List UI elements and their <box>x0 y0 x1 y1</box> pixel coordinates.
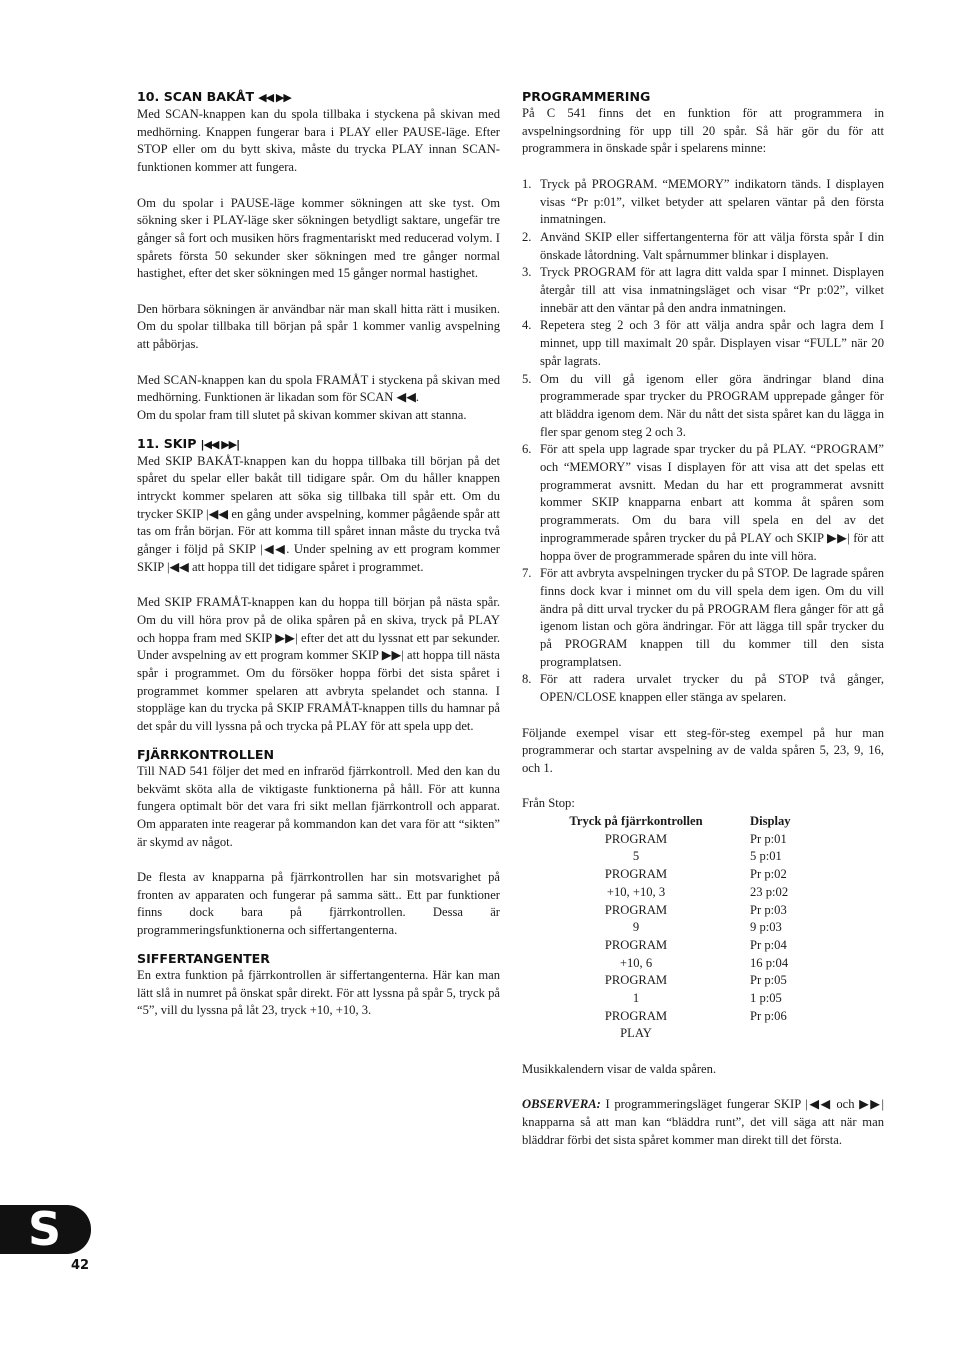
skip-icon: |◀◀ ▶▶| <box>200 437 240 451</box>
list-item: 8. För att radera urvalet trycker du på STOP två gånger, OPEN/CLOSE knappen eller stänga av spelaren. <box>522 672 884 705</box>
list-item: 5. Om du vill gå igenom eller göra ändringar bland dina programmerade spar trycker du PROGRAM upprepade gånger för att bläddra igenom dem. När du nått det sista spåret kan du lägga in fler spar genom steg 2 och 3. <box>522 371 884 439</box>
example-paragraph: Följande exempel visar ett steg-för-steg exempel på hur man programmerar och startar avspelning av de valda spåren 5, 23, 9, 16, och 1. <box>522 725 884 775</box>
calendar-note: Musikkalendern visar de valda spåren. <box>522 1061 717 1076</box>
skip-paragraph-2: Med SKIP FRAMÅT-knappen kan du hoppa till början på nästa spår. Om du vill höra prov på de olika spåren på en skiva, tryck på PLAY och hoppa fram med SKIP ▶▶| efter det att du lyssnat ett par sekunder. Under avspelning av ett program kommer SKIP ▶▶| att hoppa till nästa spår i programmet. Om du försöker hoppa förbi det sista spåret i programmet kommer spelaren att avbryta spelandet och stanna. I stoppläge kan du trycka på SKIP FRAMÅT-knappen tills du hamnar på det spår du vill lyssna på och trycka på PLAY för att spela upp det. <box>137 595 500 734</box>
numkeys-paragraph: En extra funktion på fjärrkontrollen är siffertangenterna. Här kan man lätt slå in numret på önskat spår direkt. För att lyssna på spår 5, tryck på “5”, vill du lyssna på låt 23, tryck +10, +10, 3. <box>137 967 500 1018</box>
skip-paragraph-1: Med SKIP BAKÅT-knappen kan du hoppa tillbaka till början på det spåret du spelar eller bakåt till tidigare spår. Om du håller knappen intryckt kommer spelaren att söka sig tillbaka till spår ett. Om du trycker SKIP |◀◀ en gång under avspelning, kommer pågående spår att tas om från början. För att komma till spåret innan måste du trycka två gånger i följd på SKIP |◀◀. Under spelning av ett program kommer SKIP |◀◀ att hoppa till det tidigare spåret i programmet. <box>137 453 500 574</box>
table-row: 9 9 p:03 <box>632 920 782 935</box>
table-header: Tryck på fjärrkontrollen Display <box>569 814 791 829</box>
table-row: PROGRAM Pr p:06 <box>604 1008 787 1023</box>
table-row: +10, 6 16 p:04 <box>619 955 789 970</box>
list-item: 7. För att avbryta avspelningen trycker du på STOP. De lagrade spåren finns dock kvar i minnet om du vill spela dem igen. Om du vill ändra på ditt urval trycker du på PROGRAM flera gånger för att gå igenom listan och göra ändringar. För att lägga till spår trycker du på PROGRAM knappen till du kommer till den sista programplatsen. <box>522 566 884 669</box>
scan-paragraph-5: Om du spolar fram till slutet på skivan kommer skivan att stanna. <box>137 407 467 422</box>
scan-icon: ◀◀ ▶▶ <box>258 91 291 104</box>
scan-paragraph-1: Med SCAN-knappen kan du spola tillbaka i styckena på skivan med medhörning. Knappen fungerar bara i PLAY eller PAUSE-läge. Efter STOP eller om du bytt skiva, måste du trycka PLAY innan SCAN- funktionen kommer att fungera. <box>137 107 500 175</box>
scan-paragraph-3: Den hörbara sökningen är användbar när man skall hitta rätt i musiken. Om du spolar tillbaka till början på spår 1 kommer vanlig avspelning att påbörjas. <box>137 301 500 352</box>
from-stop-label: Från Stop: <box>522 796 575 811</box>
scan-heading: 10. SCAN BAKÅT ◀◀ ▶▶ <box>137 89 291 104</box>
observera-label: OBSERVERA: <box>522 1097 601 1112</box>
table-row: 1 1 p:05 <box>632 990 782 1005</box>
numkeys-heading: SIFFERTANGENTER <box>137 950 270 966</box>
remote-paragraph-1: Till NAD 541 följer det med en infraröd fjärrkontroll. Med den kan du bekvämt sköta alla de viktigaste funktionerna på håll. För att kunna fungera optimalt bör det vara fri sikt mellan fjärrkontroll och apparat. Om apparaten inte reagerar på kommandon kan det vara för att “sikten” är skymd av något. <box>137 763 500 849</box>
table-row: PROGRAM Pr p:01 <box>604 831 787 846</box>
table-row: PROGRAM Pr p:03 <box>604 902 787 917</box>
table-row: 5 5 p:01 <box>632 849 782 864</box>
left-column <box>137 88 500 1020</box>
right-column <box>522 88 884 1149</box>
list-item: 4. Repetera steg 2 och 3 för att välja andra spår och lagra dem I minnet, upp till maximalt 20 spår. Displayen visar “FULL” när 20 spår lagrats. <box>522 318 884 368</box>
program-example-table <box>522 813 884 1043</box>
list-item: 1. Tryck på PROGRAM. “MEMORY” indikatorn tänds. I displayen visas “Pr p:01”, vilket betyder att spelaren väntar på den första inmatningen. <box>522 176 884 227</box>
programming-steps <box>522 176 884 707</box>
programming-heading: PROGRAMMERING <box>522 89 651 104</box>
page-number: 42 <box>71 1258 90 1273</box>
list-item: 2. Använd SKIP eller siffertangenterna för att välja första spår I din önskade låtordning. Valt spårnummer blinkar i displayen. <box>522 229 884 262</box>
table-row: PROGRAM Pr p:02 <box>604 867 787 882</box>
list-item: 3. Tryck PROGRAM för att lagra ditt valda spar I minnet. Displayen återgår till att visa inmatningsläget och visar “Pr p:02”, vilket innebär att den väntar på den andra inmatningen. <box>522 265 884 315</box>
table-row: PROGRAM Pr p:05 <box>604 973 787 988</box>
remote-heading: FJÄRRKONTROLLEN <box>137 746 275 762</box>
observera-note: OBSERVERA: I programmeringsläget fungerar SKIP |◀◀ och ▶▶| knapparna så att man kan “bläddra runt”, det vill säga att när man bläddrar förbi det sista spåret kommer man direkt till det första. <box>522 1097 884 1147</box>
remote-paragraph-2: De flesta av knapparna på fjärrkontrollen har sin motsvarighet på fronten av apparaten och fungerar på samma sätt.. Ett par funktioner finns dock bara på fjärrkontrollen. Dessa är programmeringsfunktionerna och siffertangenterna. <box>137 870 500 938</box>
skip-heading: 11. SKIP |◀◀ ▶▶| <box>137 435 240 451</box>
table-row: PROGRAM Pr p:04 <box>604 937 787 952</box>
programming-intro: På C 541 finns det en funktion för att programmera in avspelningsordning för upp till 20 spår. Så här gör du för att programmera in önskade spår i spelarens minne: <box>522 106 884 156</box>
scan-paragraph-2: Om du spolar i PAUSE-läge kommer sökningen att ske tyst. Om sökning sker i PLAY-läge sker sökningen betydligt saktare, ungefär tre gånger så fort och musiken hörs fragmentariskt med reducerad volym. I spårets första 50 sekunder sker sökningen med tre gånger normal hastighet, efter det sker sökningen med 15 gånger normal hastighet. <box>137 195 500 281</box>
scan-paragraph-4: Med SCAN-knappen kan du spola FRAMÅT i styckena på skivan med medhörning. Funktionen är likadan som för SCAN ◀◀. <box>137 372 500 405</box>
table-row: +10, +10, 3 23 p:02 <box>606 884 789 899</box>
language-tab-letter: S <box>28 1202 62 1256</box>
table-row: PLAY <box>620 1026 652 1041</box>
list-item: 6. För att spela upp lagrade spar trycker du på PLAY. “PROGRAM” och “MEMORY” visas I displayen för att visa att det spelas ett programmerat avsnitt. Medan du har ett programmerat avsnitt kommer SKIP knapparna enbart att komma åt spåren som programmerats. Om du bara vill spela en del av det inprogrammerade spåren trycker du på PLAY och SKIP ▶▶| för att hoppa över de programmerade spåren du inte vill höra. <box>522 442 884 563</box>
